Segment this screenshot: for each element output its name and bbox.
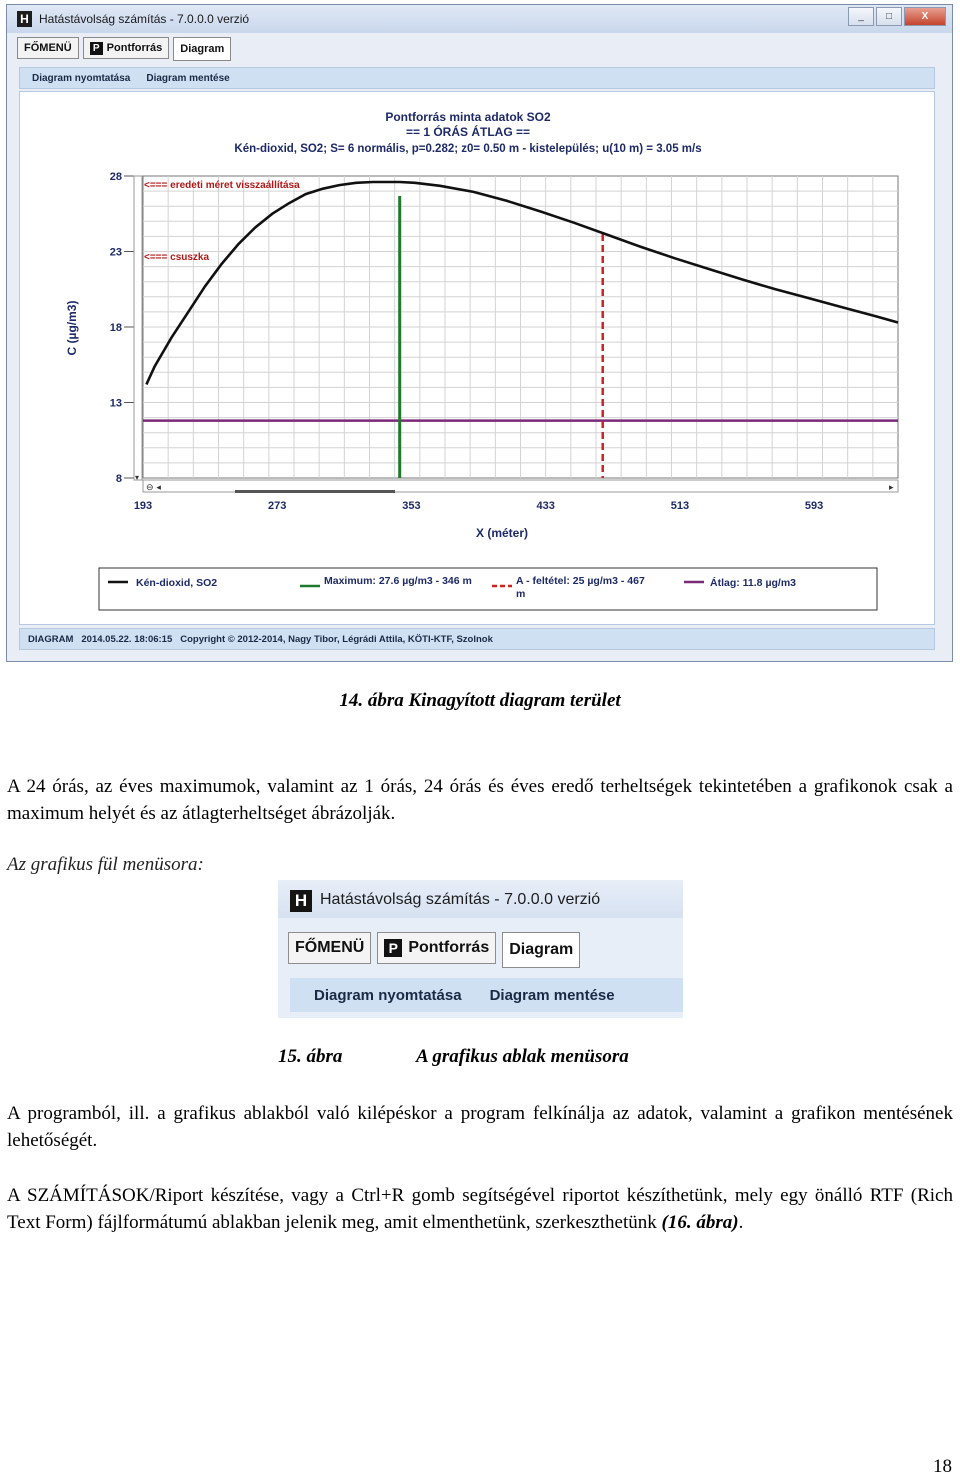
main-tabs [17, 37, 231, 61]
annotation-reset-size: <=== eredeti méret visszaállítása [144, 180, 300, 191]
mini-tab-pontforras-label: Pontforrás [408, 939, 490, 956]
chart-svg [20, 92, 934, 624]
y-tick-label: 18 [109, 322, 122, 334]
print-diagram-button[interactable]: Diagram nyomtatása [32, 72, 131, 84]
minimize-button[interactable]: _ [848, 7, 874, 26]
chart-pane [19, 91, 935, 625]
mini-tab-fomenu[interactable] [288, 932, 371, 964]
chart-info: Kén-dioxid, SO2; S= 6 normális, p=0.282; z0= 0.50 m - kistelepülés; u(10 m) = 3.05 m/s [234, 143, 702, 155]
mini-pontforras-icon: P [384, 939, 402, 957]
legend-label-feltetel: A - feltétel: 25 µg/m3 - 467 m [516, 575, 645, 600]
mini-submenu [290, 978, 683, 1012]
save-diagram-button[interactable]: Diagram mentése [146, 72, 230, 84]
paragraph-3-text: A SZÁMÍTÁSOK/Riport készítése, vagy a Ctrl+R gomb segítségével riportot készíthetünk, mely egy önálló RTF (Rich Text Form) fájlformátumú ablakban jelenik meg, amit elmenthetünk, szerkeszthetünk [7, 1185, 953, 1233]
mini-tab-diagram[interactable] [502, 932, 580, 968]
tab-fomenu-label: FŐMENÜ [24, 42, 72, 54]
y-tick-label: 8 [115, 473, 122, 485]
tab-fomenu[interactable] [17, 37, 79, 59]
page-number: 18 [933, 1456, 952, 1477]
status-bar [19, 628, 935, 650]
tab-diagram[interactable] [173, 37, 231, 61]
menu-screenshot [278, 880, 683, 1018]
scroll-right-icon[interactable]: ▸ [889, 483, 894, 493]
slider-horizontal-thumb[interactable] [235, 490, 395, 493]
scroll-down-icon[interactable]: ▾ [135, 473, 140, 482]
legend-label-maximum: Maximum: 27.6 µg/m3 - 346 m [324, 575, 472, 587]
tab-diagram-label: Diagram [180, 43, 225, 55]
mini-save-diagram-button[interactable]: Diagram mentése [489, 986, 615, 1004]
x-tick-label: 433 [536, 500, 555, 512]
y-tick-label: 23 [109, 246, 122, 259]
figure-15-caption: A grafikus ablak menüsora [416, 1046, 629, 1067]
app-window-screenshot [6, 4, 953, 662]
chart-grid [143, 176, 898, 478]
x-tick-label: 593 [804, 500, 824, 512]
title-bar [7, 5, 952, 33]
tab-pontforras-label: Pontforrás [106, 42, 163, 54]
diagram-submenu [19, 67, 935, 89]
slider-vertical[interactable] [134, 176, 142, 480]
paragraph-3-end: . [738, 1212, 744, 1233]
y-axis-label: C (µg/m3) [65, 300, 79, 356]
figure-16-reference: (16. ábra) [661, 1212, 739, 1233]
app-icon: H [17, 11, 32, 27]
x-tick-label: 193 [133, 500, 153, 512]
x-tick-label: 273 [268, 500, 287, 512]
chart-subtitle: == 1 ÓRÁS ÁTLAG == [405, 125, 531, 139]
legend-label-so2: Kén-dioxid, SO2 [136, 577, 218, 589]
scroll-left-icon[interactable]: ⊖ ◂ [146, 483, 161, 493]
tab-pontforras[interactable] [83, 37, 170, 59]
mini-tab-diagram-label: Diagram [509, 941, 574, 958]
pontforras-icon: P [90, 42, 103, 55]
mini-print-diagram-button[interactable]: Diagram nyomtatása [314, 986, 462, 1004]
status-datetime: 2014.05.22. 18:06:15 [81, 633, 173, 645]
mini-app-icon: H [290, 890, 312, 912]
status-copyright: Copyright © 2012-2014, Nagy Tibor, Légrádi Attila, KÖTI-KTF, Szolnok [180, 633, 493, 645]
paragraph-1: A 24 órás, az éves maximumok, valamint az 1 órás, 24 órás és éves eredő terheltségek tekintetében a grafikonok csak a maximum helyét és az átlagterheltséget ábrázolják. [7, 776, 953, 824]
paragraph-2: A programból, ill. a grafikus ablakból való kilépéskor a program felkínálja az adatok, valamint a grafikon mentésének lehetőségét. [7, 1103, 953, 1151]
annotation-slider: <=== csuszka [144, 252, 210, 263]
y-tick-label: 28 [109, 171, 122, 183]
chart-title: Pontforrás minta adatok SO2 [385, 110, 551, 124]
mini-title-bar [278, 880, 683, 918]
legend-label-atlag: Átlag: 11.8 µg/m3 [710, 577, 796, 589]
figure-14-caption: 14. ábra Kinagyított diagram terület [339, 690, 621, 711]
menu-intro-text: Az grafikus fül menüsora: [7, 854, 204, 875]
maximize-button[interactable]: □ [876, 7, 902, 26]
mini-window-title: Hatástávolság számítás - 7.0.0.0 verzió [320, 891, 601, 908]
status-mode: DIAGRAM [28, 633, 74, 645]
paragraph-3 [7, 1182, 953, 1236]
mini-tab-fomenu-label: FŐMENÜ [295, 939, 365, 956]
x-axis-label: X (méter) [475, 526, 529, 540]
close-button[interactable]: X [904, 7, 946, 26]
mini-tab-pontforras[interactable] [377, 932, 496, 964]
x-tick-label: 353 [402, 500, 421, 512]
y-tick-label: 13 [109, 397, 122, 410]
x-tick-label: 513 [670, 500, 690, 512]
figure-15-number: 15. ábra [278, 1046, 343, 1067]
window-title: Hatástávolság számítás - 7.0.0.0 verzió [39, 12, 250, 26]
